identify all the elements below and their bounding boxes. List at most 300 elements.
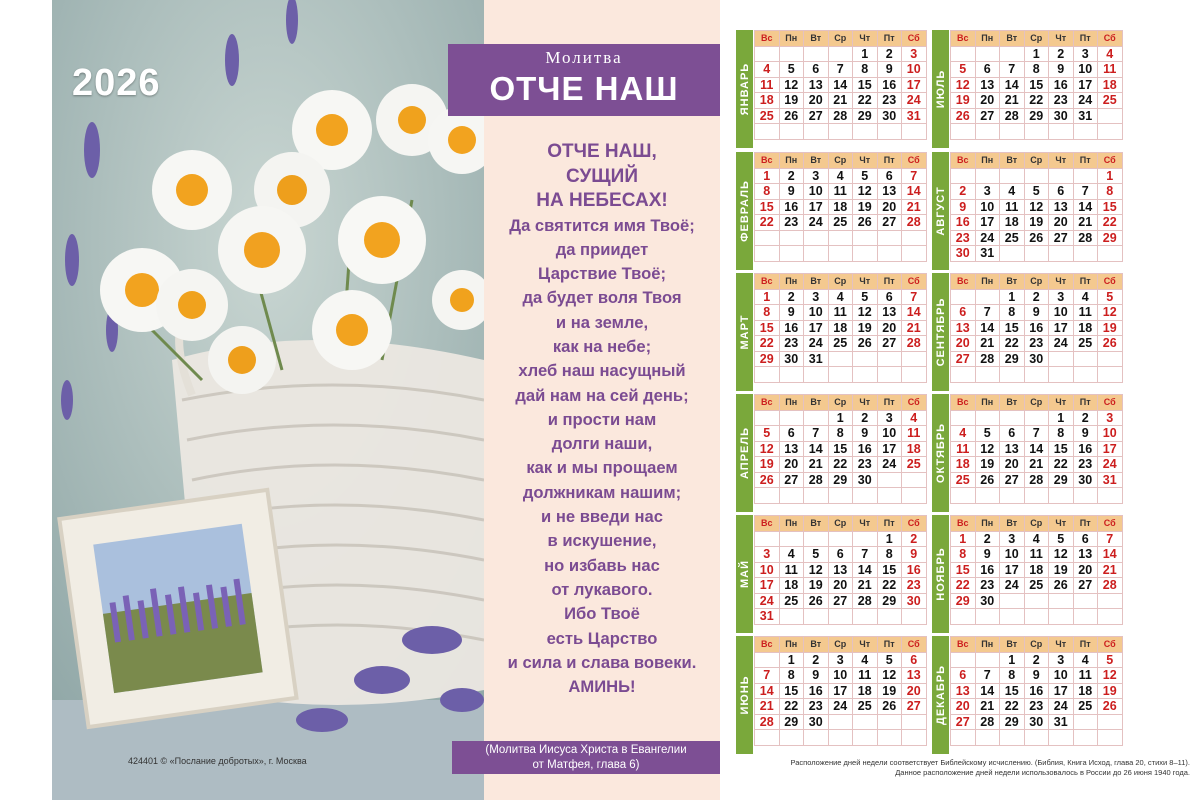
day-cell — [1024, 410, 1049, 426]
week-row — [951, 652, 1123, 668]
day-cell: 6 — [951, 305, 976, 321]
day-cell: 13 — [877, 305, 902, 321]
day-cell: 15 — [828, 441, 853, 457]
day-cell: 18 — [755, 93, 780, 109]
day-cell — [877, 351, 902, 367]
day-cell: 6 — [877, 289, 902, 305]
day-cell: 8 — [755, 184, 780, 200]
day-cell: 6 — [951, 668, 976, 684]
day-cell: 26 — [1098, 336, 1123, 352]
day-cell: 22 — [1024, 93, 1049, 109]
day-cell: 26 — [975, 472, 1000, 488]
day-cell: 25 — [1073, 336, 1098, 352]
day-cell — [804, 246, 829, 262]
month-label-bar — [932, 636, 949, 754]
week-row — [755, 472, 927, 488]
day-cell: 22 — [1000, 336, 1025, 352]
weekday-header: Пт — [877, 637, 902, 653]
prayer-line: должникам нашим; — [522, 482, 682, 502]
day-cell — [975, 730, 1000, 746]
month-name: СЕНТЯБРЬ — [934, 297, 947, 367]
day-cell: 12 — [1098, 668, 1123, 684]
day-cell: 30 — [779, 351, 804, 367]
week-row — [755, 730, 927, 746]
day-cell — [975, 410, 1000, 426]
day-cell: 10 — [975, 199, 1000, 215]
day-cell — [779, 124, 804, 140]
day-cell: 14 — [1000, 77, 1025, 93]
day-cell: 11 — [828, 305, 853, 321]
day-cell: 9 — [1024, 668, 1049, 684]
day-cell: 19 — [779, 93, 804, 109]
weekday-header: Ср — [1024, 274, 1049, 290]
day-cell — [755, 246, 780, 262]
day-cell: 2 — [1049, 46, 1074, 62]
day-cell: 20 — [804, 93, 829, 109]
day-cell: 8 — [1024, 62, 1049, 78]
weekday-header: Ср — [1024, 637, 1049, 653]
day-cell: 19 — [853, 320, 878, 336]
week-row — [755, 426, 927, 442]
day-cell: 15 — [755, 199, 780, 215]
day-cell: 10 — [804, 184, 829, 200]
day-cell: 30 — [853, 472, 878, 488]
day-cell: 13 — [951, 683, 976, 699]
weekday-header: Сб — [902, 153, 927, 169]
day-cell: 9 — [877, 62, 902, 78]
week-row — [755, 320, 927, 336]
weekday-header: Чт — [1049, 637, 1074, 653]
day-cell: 28 — [902, 215, 927, 231]
day-cell: 9 — [804, 668, 829, 684]
weekday-header: Пт — [877, 31, 902, 47]
day-cell: 13 — [1000, 441, 1025, 457]
day-cell: 2 — [853, 410, 878, 426]
day-cell: 11 — [1073, 305, 1098, 321]
weekday-header: Вс — [755, 153, 780, 169]
day-cell: 9 — [1024, 305, 1049, 321]
day-cell — [804, 488, 829, 504]
day-cell: 9 — [975, 547, 1000, 563]
day-cell: 31 — [902, 108, 927, 124]
month-table — [950, 636, 1123, 746]
day-cell: 31 — [1073, 108, 1098, 124]
day-cell: 15 — [877, 562, 902, 578]
day-cell — [1073, 488, 1098, 504]
day-cell: 18 — [902, 441, 927, 457]
month-table — [754, 515, 927, 625]
month-label-bar — [736, 636, 753, 754]
prayer-line: Да святится имя Твоё; — [509, 215, 695, 235]
day-cell: 14 — [902, 184, 927, 200]
day-cell: 15 — [779, 683, 804, 699]
prayer-line: Царствие Твоё; — [537, 264, 667, 284]
day-cell: 26 — [853, 336, 878, 352]
day-cell: 7 — [755, 668, 780, 684]
day-cell: 6 — [877, 168, 902, 184]
weekday-header: Вс — [755, 31, 780, 47]
day-cell: 11 — [902, 426, 927, 442]
day-cell: 25 — [1000, 230, 1025, 246]
day-cell — [877, 714, 902, 730]
day-cell: 5 — [877, 652, 902, 668]
day-cell: 29 — [1098, 230, 1123, 246]
weekday-header: Пн — [975, 637, 1000, 653]
day-cell: 17 — [828, 683, 853, 699]
week-row — [951, 199, 1123, 215]
weekday-header: Вс — [755, 637, 780, 653]
day-cell: 11 — [755, 77, 780, 93]
day-cell: 21 — [1000, 93, 1025, 109]
day-cell: 23 — [902, 578, 927, 594]
day-cell: 31 — [804, 351, 829, 367]
day-cell: 8 — [877, 547, 902, 563]
month-table — [754, 273, 927, 383]
day-cell: 30 — [951, 246, 976, 262]
day-cell: 4 — [779, 547, 804, 563]
day-cell: 5 — [951, 62, 976, 78]
day-cell: 26 — [877, 699, 902, 715]
day-cell: 23 — [804, 699, 829, 715]
day-cell — [951, 730, 976, 746]
day-cell — [1098, 593, 1123, 609]
day-cell: 4 — [1024, 531, 1049, 547]
day-cell: 26 — [1049, 578, 1074, 594]
day-cell — [877, 472, 902, 488]
day-cell — [1024, 124, 1049, 140]
day-cell: 29 — [951, 593, 976, 609]
day-cell: 28 — [804, 472, 829, 488]
prayer-title-line: НА НЕБЕСАХ! — [536, 190, 668, 211]
month-name: АВГУСТ — [934, 186, 947, 236]
day-cell — [1024, 168, 1049, 184]
day-cell: 13 — [828, 562, 853, 578]
day-cell — [1049, 246, 1074, 262]
weekday-header: Чт — [1049, 516, 1074, 532]
day-cell: 7 — [828, 62, 853, 78]
day-cell: 29 — [1049, 472, 1074, 488]
weekday-header: Пн — [779, 637, 804, 653]
day-cell: 22 — [755, 215, 780, 231]
day-cell: 5 — [1098, 289, 1123, 305]
month-calendar — [932, 636, 1124, 754]
prayer-line: и не введи нас — [541, 507, 663, 527]
month-table — [950, 273, 1123, 383]
day-cell: 14 — [975, 683, 1000, 699]
day-cell: 30 — [1024, 351, 1049, 367]
day-cell: 11 — [1098, 62, 1123, 78]
month-name: АПРЕЛЬ — [738, 426, 751, 480]
day-cell — [828, 46, 853, 62]
day-cell: 18 — [828, 320, 853, 336]
day-cell: 16 — [975, 562, 1000, 578]
imprint-text: 424401 © «Послание добротых», г. Москва — [128, 756, 307, 766]
day-cell: 6 — [828, 547, 853, 563]
day-cell: 16 — [853, 441, 878, 457]
prayer-header — [448, 44, 720, 116]
day-cell: 15 — [1000, 320, 1025, 336]
day-cell: 28 — [1073, 230, 1098, 246]
week-row — [951, 426, 1123, 442]
day-cell — [1073, 609, 1098, 625]
day-cell: 9 — [1073, 426, 1098, 442]
day-cell — [975, 289, 1000, 305]
month-table — [754, 394, 927, 504]
day-cell: 25 — [951, 472, 976, 488]
day-cell — [1000, 410, 1025, 426]
prayer-title-line: СУЩИЙ — [566, 165, 638, 187]
day-cell: 30 — [1024, 714, 1049, 730]
week-row — [755, 699, 927, 715]
weekday-header: Ср — [828, 516, 853, 532]
day-cell: 29 — [828, 472, 853, 488]
day-cell: 16 — [951, 215, 976, 231]
weekday-header: Вт — [804, 395, 829, 411]
day-cell: 1 — [1098, 168, 1123, 184]
day-cell — [1024, 730, 1049, 746]
week-row — [755, 199, 927, 215]
day-cell: 21 — [902, 320, 927, 336]
day-cell: 23 — [951, 230, 976, 246]
day-cell — [828, 367, 853, 383]
day-cell — [1098, 108, 1123, 124]
day-cell: 28 — [755, 714, 780, 730]
week-row — [951, 410, 1123, 426]
day-cell: 3 — [804, 289, 829, 305]
month-label-bar — [736, 515, 753, 633]
day-cell: 15 — [853, 77, 878, 93]
week-row — [951, 168, 1123, 184]
day-cell: 29 — [755, 351, 780, 367]
day-cell: 4 — [853, 652, 878, 668]
day-cell: 28 — [975, 714, 1000, 730]
day-cell: 27 — [828, 593, 853, 609]
day-cell: 12 — [779, 77, 804, 93]
day-cell: 16 — [1049, 77, 1074, 93]
day-cell: 10 — [1000, 547, 1025, 563]
day-cell: 6 — [1000, 426, 1025, 442]
day-cell: 7 — [1024, 426, 1049, 442]
day-cell — [1024, 367, 1049, 383]
day-cell: 25 — [828, 215, 853, 231]
year-title: 2026 — [72, 62, 161, 104]
prayer-line: долги наши, — [551, 434, 653, 454]
day-cell — [975, 124, 1000, 140]
day-cell: 11 — [853, 668, 878, 684]
weekday-header: Сб — [902, 395, 927, 411]
day-cell: 1 — [951, 531, 976, 547]
day-cell — [755, 410, 780, 426]
day-cell: 2 — [951, 184, 976, 200]
weekday-header: Вс — [951, 31, 976, 47]
note-line: Расположение дней недели соответствует Библейскому исчислению. (Библия, Книга Исход, глава 20, стихи 8–11). — [790, 758, 1190, 767]
week-row — [755, 531, 927, 547]
day-cell: 21 — [975, 699, 1000, 715]
day-cell: 18 — [828, 199, 853, 215]
week-row — [755, 184, 927, 200]
day-cell — [1000, 246, 1025, 262]
day-cell: 15 — [1098, 199, 1123, 215]
day-cell: 21 — [1073, 215, 1098, 231]
weekday-header: Вт — [1000, 274, 1025, 290]
weekday-header: Пт — [1073, 516, 1098, 532]
day-cell: 30 — [804, 714, 829, 730]
day-cell: 22 — [1049, 457, 1074, 473]
day-cell — [1073, 714, 1098, 730]
day-cell: 25 — [828, 336, 853, 352]
weekday-header: Ср — [828, 395, 853, 411]
day-cell: 8 — [1049, 426, 1074, 442]
day-cell — [1000, 730, 1025, 746]
week-row — [755, 714, 927, 730]
day-cell — [877, 367, 902, 383]
day-cell — [1024, 609, 1049, 625]
day-cell: 24 — [1000, 578, 1025, 594]
day-cell: 28 — [975, 351, 1000, 367]
prayer-title: ОТЧЕ НАШ — [489, 70, 679, 107]
day-cell: 24 — [1049, 699, 1074, 715]
day-cell: 27 — [804, 108, 829, 124]
week-row — [755, 124, 927, 140]
day-cell — [755, 652, 780, 668]
day-cell — [951, 410, 976, 426]
day-cell: 1 — [755, 289, 780, 305]
day-cell — [828, 246, 853, 262]
week-row — [951, 289, 1123, 305]
day-cell: 13 — [902, 668, 927, 684]
day-cell: 2 — [1024, 289, 1049, 305]
day-cell: 5 — [853, 168, 878, 184]
prayer-line: в искушение, — [547, 531, 657, 551]
day-cell: 30 — [902, 593, 927, 609]
day-cell: 23 — [1049, 93, 1074, 109]
month-label-bar — [932, 152, 949, 270]
weekday-header: Пн — [779, 153, 804, 169]
picture-frame — [59, 490, 296, 727]
day-cell — [975, 488, 1000, 504]
day-cell: 14 — [975, 320, 1000, 336]
day-cell: 24 — [755, 593, 780, 609]
week-row — [951, 457, 1123, 473]
day-cell — [902, 351, 927, 367]
day-cell: 23 — [1024, 336, 1049, 352]
day-cell — [1073, 367, 1098, 383]
day-cell — [951, 46, 976, 62]
day-cell — [853, 488, 878, 504]
week-row — [951, 336, 1123, 352]
week-row — [755, 289, 927, 305]
day-cell: 12 — [951, 77, 976, 93]
day-cell: 20 — [1049, 215, 1074, 231]
day-cell — [828, 714, 853, 730]
day-cell — [902, 367, 927, 383]
weekday-header: Сб — [902, 637, 927, 653]
day-cell: 26 — [951, 108, 976, 124]
day-cell: 28 — [853, 593, 878, 609]
week-row — [951, 441, 1123, 457]
day-cell: 21 — [755, 699, 780, 715]
day-cell: 17 — [902, 77, 927, 93]
day-cell: 6 — [779, 426, 804, 442]
day-cell: 16 — [779, 199, 804, 215]
weekday-header: Ср — [828, 153, 853, 169]
weekday-header: Сб — [902, 31, 927, 47]
day-cell: 29 — [853, 108, 878, 124]
prayer-line: и прости нам — [547, 409, 657, 429]
day-cell — [951, 367, 976, 383]
day-cell: 24 — [1073, 93, 1098, 109]
day-cell: 26 — [1098, 699, 1123, 715]
month-calendar — [736, 636, 928, 754]
prayer-title-line: ОТЧЕ НАШ, — [547, 141, 657, 162]
day-cell: 3 — [755, 547, 780, 563]
day-cell: 6 — [902, 652, 927, 668]
day-cell — [1098, 488, 1123, 504]
day-cell: 2 — [877, 46, 902, 62]
day-cell — [1000, 367, 1025, 383]
month-calendar — [932, 273, 1124, 391]
day-cell: 27 — [951, 351, 976, 367]
day-cell: 20 — [1000, 457, 1025, 473]
weekday-header: Сб — [1098, 31, 1123, 47]
day-cell — [755, 46, 780, 62]
prayer-text — [484, 140, 720, 699]
day-cell: 1 — [1000, 289, 1025, 305]
day-cell — [779, 410, 804, 426]
week-row — [951, 351, 1123, 367]
month-name: МАРТ — [738, 314, 751, 350]
day-cell: 13 — [877, 184, 902, 200]
day-cell: 3 — [804, 168, 829, 184]
day-cell: 19 — [1098, 320, 1123, 336]
month-label-bar — [932, 30, 949, 148]
day-cell — [755, 367, 780, 383]
day-cell: 5 — [975, 426, 1000, 442]
day-cell: 2 — [804, 652, 829, 668]
week-row — [951, 730, 1123, 746]
weekday-header: Ср — [1024, 31, 1049, 47]
month-calendar — [736, 273, 928, 391]
month-name: ИЮЛЬ — [934, 69, 947, 109]
day-cell: 14 — [828, 77, 853, 93]
day-cell: 1 — [1024, 46, 1049, 62]
weekday-header: Вс — [755, 516, 780, 532]
day-cell — [902, 714, 927, 730]
day-cell: 24 — [1049, 336, 1074, 352]
day-cell: 10 — [1049, 305, 1074, 321]
weekday-header: Пт — [1073, 153, 1098, 169]
day-cell — [828, 609, 853, 625]
weekday-header: Вт — [1000, 516, 1025, 532]
week-row — [951, 77, 1123, 93]
month-label-bar — [736, 273, 753, 391]
day-cell: 17 — [1049, 683, 1074, 699]
day-cell: 23 — [853, 457, 878, 473]
weekday-header: Вт — [804, 637, 829, 653]
day-cell: 16 — [779, 320, 804, 336]
week-row — [755, 336, 927, 352]
month-calendar — [736, 152, 928, 270]
day-cell: 3 — [975, 184, 1000, 200]
day-cell — [1024, 246, 1049, 262]
day-cell — [1000, 593, 1025, 609]
week-row — [951, 668, 1123, 684]
day-cell: 25 — [755, 108, 780, 124]
day-cell — [853, 531, 878, 547]
month-name: ЯНВАРЬ — [738, 62, 751, 116]
day-cell: 11 — [1000, 199, 1025, 215]
day-cell: 7 — [902, 168, 927, 184]
